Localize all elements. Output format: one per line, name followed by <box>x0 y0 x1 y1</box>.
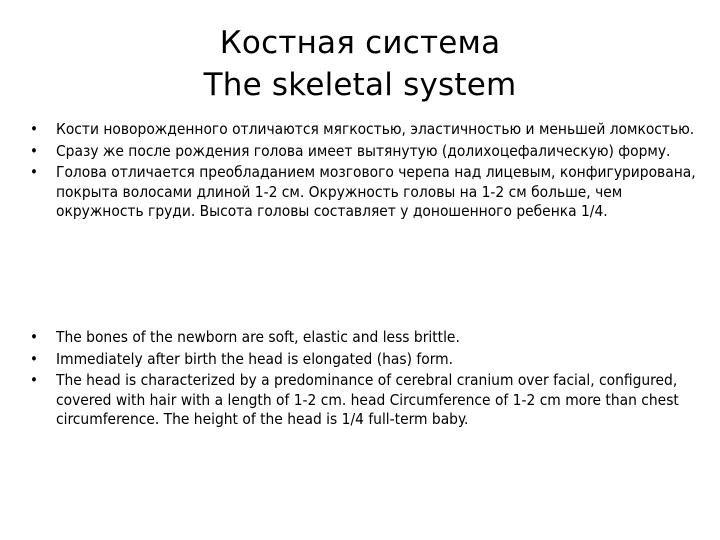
bullet-text: Кости новорожденного отличаются мягкостью, эластичностью и меньшей ломкостью. <box>56 120 695 138</box>
bullet-icon: • <box>30 371 38 389</box>
title-english: The skeletal system <box>203 67 517 103</box>
bullet-icon: • <box>30 141 38 160</box>
bullet-text: The bones of the newborn are soft, elastic and less brittle. <box>56 328 460 346</box>
bullet-icon: • <box>30 349 38 368</box>
bullet-text: Голова отличается преобладанием мозгового черепа над лицевым, конфигурирована, покрыта волосами длиной 1-2 см. Окружность головы на 1-2 см больше, чем окружность груди. Высота головы составляет у доношенного ребенка 1/4. <box>56 163 696 220</box>
english-bullet-list <box>30 328 698 432</box>
bullet-text: Сразу же после рождения голова имеет вытянутую (долихоцефалическую) форму. <box>56 141 671 160</box>
russian-bullet-list <box>30 120 698 224</box>
title-russian: Костная система <box>219 25 501 61</box>
bullet-text: Immediately after birth the head is elongated (has) form. <box>56 349 454 368</box>
slide-title <box>0 22 720 106</box>
bullet-icon: • <box>30 163 38 181</box>
list-item <box>30 142 698 162</box>
bullet-text: The head is characterized by a predominance of cerebral cranium over facial, configured, covered with hair with a length of 1-2 cm. head Circumference of 1-2 cm more than chest circumference. The height of the head is 1/4 full-term baby. <box>56 371 679 428</box>
list-item <box>30 371 698 430</box>
bullet-icon: • <box>30 328 38 346</box>
list-item <box>30 350 698 370</box>
list-item <box>30 120 698 140</box>
list-item <box>30 328 698 348</box>
bullet-icon: • <box>30 120 38 138</box>
list-item <box>30 163 698 222</box>
